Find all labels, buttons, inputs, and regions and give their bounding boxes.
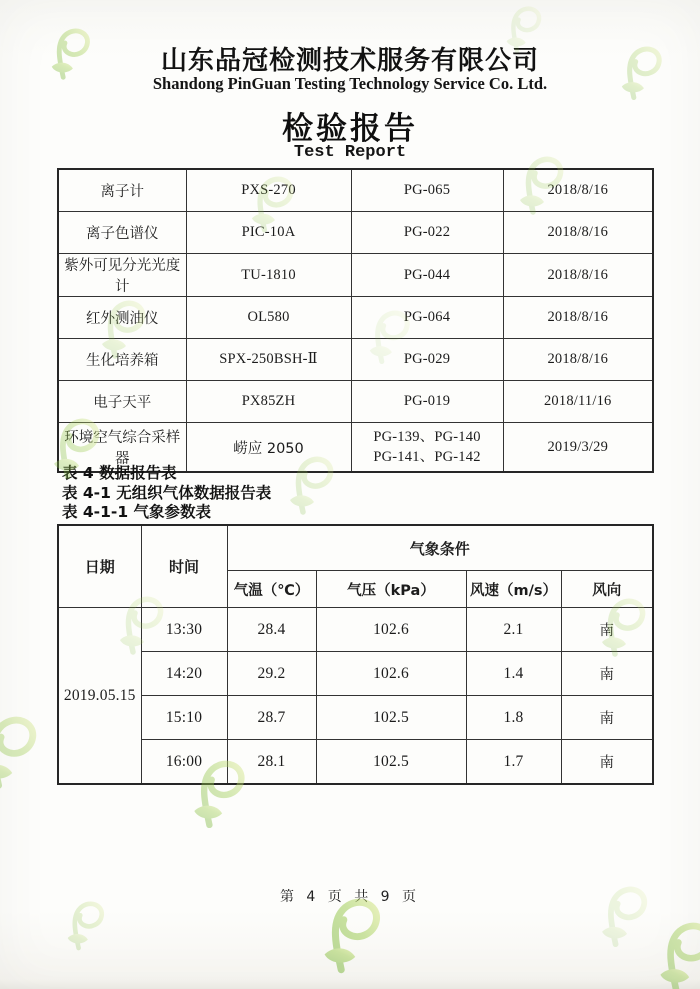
weather-pressure: 102.6 bbox=[316, 608, 466, 652]
equipment-model: 崂应 2050 bbox=[186, 423, 351, 473]
table-row bbox=[58, 212, 653, 254]
weather-temperature: 28.4 bbox=[227, 608, 316, 652]
weather-header-row-1 bbox=[58, 525, 653, 571]
equipment-model: TU-1810 bbox=[186, 254, 351, 297]
equipment-model: OL580 bbox=[186, 297, 351, 339]
header-time: 时间 bbox=[141, 525, 227, 608]
equipment-table bbox=[57, 168, 654, 473]
weather-pressure: 102.5 bbox=[316, 696, 466, 740]
pinguan-leaf-p-logo-icon bbox=[0, 716, 42, 789]
section-label-table4: 表 4 数据报告表 bbox=[62, 464, 177, 482]
company-name-en: Shandong PinGuan Testing Technology Service Co. Ltd. bbox=[152, 74, 548, 93]
weather-parameters-table bbox=[57, 524, 654, 785]
equipment-date: 2018/8/16 bbox=[503, 297, 653, 339]
equipment-name: 紫外可见分光光度计 bbox=[58, 254, 186, 297]
weather-pressure: 102.6 bbox=[316, 652, 466, 696]
equipment-date: 2018/11/16 bbox=[503, 381, 653, 423]
header-wind-speed: 风速（m/s） bbox=[466, 571, 561, 608]
pinguan-leaf-p-logo-icon bbox=[66, 901, 108, 951]
table-row bbox=[58, 169, 653, 212]
table-row bbox=[58, 652, 653, 696]
table-row bbox=[58, 297, 653, 339]
header-date: 日期 bbox=[58, 525, 141, 608]
equipment-code-line2: PG-141、PG-142 bbox=[373, 449, 481, 465]
weather-wind-direction: 南 bbox=[561, 608, 653, 652]
weather-temperature: 29.2 bbox=[227, 652, 316, 696]
section-label-table4-1: 表 4-1 无组织气体数据报告表 bbox=[62, 483, 272, 502]
weather-pressure: 102.5 bbox=[316, 740, 466, 785]
equipment-code-line1: PG-139、PG-140 bbox=[373, 429, 481, 445]
equipment-name: 电子天平 bbox=[58, 381, 186, 423]
table-row bbox=[58, 740, 653, 785]
pinguan-leaf-p-logo-icon bbox=[322, 898, 386, 974]
equipment-date: 2018/8/16 bbox=[503, 339, 653, 381]
weather-wind-speed: 1.8 bbox=[466, 696, 561, 740]
weather-temperature: 28.1 bbox=[227, 740, 316, 785]
equipment-model: PXS-270 bbox=[186, 169, 351, 212]
table-row bbox=[58, 381, 653, 423]
table-row bbox=[58, 254, 653, 297]
equipment-code: PG-064 bbox=[351, 297, 503, 339]
weather-time: 16:00 bbox=[141, 740, 227, 785]
weather-wind-speed: 1.4 bbox=[466, 652, 561, 696]
weather-wind-direction: 南 bbox=[561, 696, 653, 740]
table-row bbox=[58, 608, 653, 652]
weather-wind-direction: 南 bbox=[561, 740, 653, 785]
equipment-name: 红外测油仪 bbox=[58, 297, 186, 339]
equipment-name: 离子计 bbox=[58, 169, 186, 212]
report-title-cn: 检验报告 bbox=[282, 111, 418, 147]
table-row bbox=[58, 339, 653, 381]
equipment-code: PG-022 bbox=[351, 212, 503, 254]
header-conditions-group: 气象条件 bbox=[227, 525, 653, 571]
equipment-model: SPX-250BSH-Ⅱ bbox=[186, 339, 351, 381]
equipment-date: 2018/8/16 bbox=[503, 212, 653, 254]
table-row bbox=[58, 696, 653, 740]
equipment-name: 生化培养箱 bbox=[58, 339, 186, 381]
equipment-code: PG-044 bbox=[351, 254, 503, 297]
header-temperature: 气温（℃） bbox=[227, 571, 316, 608]
weather-time: 15:10 bbox=[141, 696, 227, 740]
equipment-date: 2018/8/16 bbox=[503, 169, 653, 212]
page-number-footer: 第 4 页 共 9 页 bbox=[279, 889, 421, 905]
weather-time: 13:30 bbox=[141, 608, 227, 652]
section-label-table4-1-1: 表 4-1-1 气象参数表 bbox=[62, 503, 212, 521]
weather-wind-speed: 2.1 bbox=[466, 608, 561, 652]
equipment-name: 环境空气综合采样器 bbox=[58, 423, 186, 473]
report-title-en: Test Report bbox=[293, 143, 407, 162]
equipment-date: 2019/3/29 bbox=[503, 423, 653, 473]
weather-wind-direction: 南 bbox=[561, 652, 653, 696]
equipment-code: PG-029 bbox=[351, 339, 503, 381]
weather-time: 14:20 bbox=[141, 652, 227, 696]
company-name-cn: 山东品冠检测技术服务有限公司 bbox=[160, 46, 539, 76]
equipment-name: 离子色谱仪 bbox=[58, 212, 186, 254]
equipment-date: 2018/8/16 bbox=[503, 254, 653, 297]
equipment-code: PG-019 bbox=[351, 381, 503, 423]
weather-date-value: 2019.05.15 bbox=[58, 608, 141, 785]
weather-temperature: 28.7 bbox=[227, 696, 316, 740]
header-wind-direction: 风向 bbox=[561, 571, 653, 608]
header-pressure: 气压（kPa） bbox=[316, 571, 466, 608]
pinguan-leaf-p-logo-icon bbox=[658, 922, 700, 989]
equipment-code bbox=[351, 423, 503, 473]
section-labels bbox=[62, 464, 271, 523]
weather-wind-speed: 1.7 bbox=[466, 740, 561, 785]
equipment-code: PG-065 bbox=[351, 169, 503, 212]
equipment-model: PX85ZH bbox=[186, 381, 351, 423]
equipment-model: PIC-10A bbox=[186, 212, 351, 254]
